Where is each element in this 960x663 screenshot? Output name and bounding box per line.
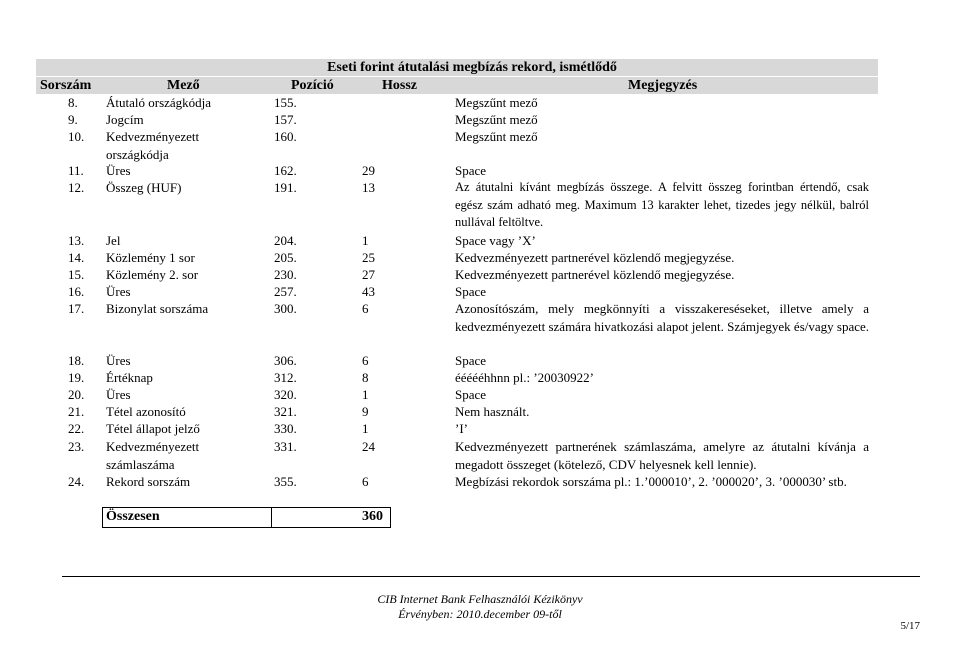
row-position: 306. bbox=[274, 353, 297, 368]
row-number: 20. bbox=[68, 387, 85, 402]
row-position: 331. bbox=[274, 439, 297, 454]
row-field: Összeg (HUF) bbox=[106, 180, 182, 195]
total-row bbox=[36, 507, 878, 527]
row-length: 1 bbox=[362, 387, 369, 402]
row-number: 16. bbox=[68, 284, 85, 299]
table-row bbox=[36, 94, 878, 111]
table-body bbox=[36, 94, 878, 527]
row-number: 22. bbox=[68, 421, 85, 436]
row-note: Megszűnt mező bbox=[455, 129, 538, 144]
table-row bbox=[36, 111, 878, 128]
row-number: 21. bbox=[68, 404, 85, 419]
row-note: Kedvezményezett partnerével közlendő megjegyzése. bbox=[455, 250, 735, 265]
row-note: éééééhhnn pl.: ’20030922’ bbox=[455, 370, 594, 385]
table-row bbox=[36, 283, 878, 300]
table-header bbox=[36, 76, 878, 94]
row-note: Az átutalni kívánt megbízás összege. A felvitt összeg forintban értendő, csak egész szám adható meg. Maximum 13 karakter lehet, tizedes jegy nélkül, balról nullával feltöltve. bbox=[455, 180, 869, 229]
table-row bbox=[36, 266, 878, 283]
footer-divider bbox=[62, 576, 920, 577]
row-note: ’I’ bbox=[455, 421, 468, 436]
table-row bbox=[36, 300, 878, 352]
row-length: 6 bbox=[362, 301, 369, 316]
row-note: Megszűnt mező bbox=[455, 95, 538, 110]
total-label: Összesen bbox=[106, 509, 160, 524]
row-length: 25 bbox=[362, 250, 375, 265]
row-number: 18. bbox=[68, 353, 85, 368]
row-field: Kedvezményezett számlaszáma bbox=[106, 439, 200, 472]
table-row bbox=[36, 249, 878, 266]
header-megjegyzes: Megjegyzés bbox=[628, 78, 698, 93]
row-field: Közlemény 2. sor bbox=[106, 267, 199, 282]
row-field: Tétel azonosító bbox=[106, 404, 186, 419]
table-row bbox=[36, 403, 878, 420]
row-position: 157. bbox=[274, 112, 297, 127]
row-note: Megszűnt mező bbox=[455, 112, 538, 127]
total-value: 360 bbox=[362, 509, 383, 524]
table-row bbox=[36, 420, 878, 438]
row-number: 8. bbox=[68, 95, 78, 110]
row-note: Kedvezményezett partnerének számlaszáma, amelyre az átutalni kívánja a megadott összeget (kötelező, CDV helyesnek kell lennie). bbox=[455, 439, 869, 472]
row-number: 9. bbox=[68, 112, 78, 127]
row-number: 24. bbox=[68, 474, 85, 489]
row-field: Kedvezményezett országkódja bbox=[106, 129, 200, 162]
record-table bbox=[36, 59, 878, 527]
footer-title: CIB Internet Bank Felhasználói Kézikönyv bbox=[377, 592, 583, 606]
table-row bbox=[36, 386, 878, 403]
row-length: 24 bbox=[362, 439, 375, 454]
row-number: 19. bbox=[68, 370, 85, 385]
row-field: Jel bbox=[106, 233, 121, 248]
table-row bbox=[36, 352, 878, 369]
row-field: Rekord sorszám bbox=[106, 474, 191, 489]
row-note: Space bbox=[455, 387, 487, 402]
row-position: 355. bbox=[274, 474, 297, 489]
row-number: 23. bbox=[68, 439, 85, 454]
row-field: Tétel állapot jelző bbox=[106, 421, 200, 436]
row-length: 1 bbox=[362, 233, 369, 248]
page-number: 5/17 bbox=[900, 620, 920, 632]
row-position: 330. bbox=[274, 421, 297, 436]
row-position: 191. bbox=[274, 180, 297, 195]
row-position: 205. bbox=[274, 250, 297, 265]
table-row bbox=[36, 369, 878, 386]
row-note: Space bbox=[455, 284, 487, 299]
table-row bbox=[36, 473, 878, 507]
footer-validity: Érvényben: 2010.december 09-től bbox=[398, 607, 562, 621]
table-row bbox=[36, 232, 878, 249]
row-position: 312. bbox=[274, 370, 297, 385]
row-position: 321. bbox=[274, 404, 297, 419]
row-length: 9 bbox=[362, 404, 369, 419]
row-field: Üres bbox=[106, 284, 131, 299]
row-length: 6 bbox=[362, 353, 369, 368]
row-position: 204. bbox=[274, 233, 297, 248]
row-position: 160. bbox=[274, 129, 297, 144]
row-field: Üres bbox=[106, 163, 131, 178]
row-position: 162. bbox=[274, 163, 297, 178]
row-field: Bizonylat sorszáma bbox=[106, 301, 209, 316]
row-length: 29 bbox=[362, 163, 375, 178]
row-note: Nem használt. bbox=[455, 404, 530, 419]
table-title: Eseti forint átutalási megbízás rekord, ismétlődő bbox=[36, 59, 878, 76]
row-number: 11. bbox=[68, 163, 84, 178]
row-field: Átutaló országkódja bbox=[106, 95, 212, 110]
row-note: Kedvezményezett partnerével közlendő megjegyzése. bbox=[455, 267, 735, 282]
row-number: 17. bbox=[68, 301, 85, 316]
row-note: Space bbox=[455, 353, 487, 368]
row-position: 155. bbox=[274, 95, 297, 110]
header-sorszam: Sorszám bbox=[40, 78, 92, 93]
row-number: 15. bbox=[68, 267, 85, 282]
header-hossz: Hossz bbox=[382, 78, 417, 93]
row-note: Azonosítószám, mely megkönnyíti a visszakereséseket, illetve amely a kedvezményezett számára hivatkozási alapot jelent. Számjegyek és/vagy space. bbox=[455, 301, 870, 334]
row-position: 230. bbox=[274, 267, 297, 282]
row-length: 13 bbox=[362, 180, 375, 195]
row-number: 13. bbox=[68, 233, 85, 248]
row-note: Space bbox=[455, 163, 487, 178]
row-position: 257. bbox=[274, 284, 297, 299]
row-field: Üres bbox=[106, 387, 131, 402]
row-note: Megbízási rekordok sorszáma pl.: 1.’000010’, 2. ’000020’, 3. ’000030’ stb. bbox=[455, 474, 847, 489]
row-number: 10. bbox=[68, 129, 85, 144]
row-position: 320. bbox=[274, 387, 297, 402]
row-note: Space vagy ’X’ bbox=[455, 233, 536, 248]
row-number: 12. bbox=[68, 180, 85, 195]
table-row bbox=[36, 162, 878, 179]
row-length: 1 bbox=[362, 421, 369, 436]
header-pozicio: Pozíció bbox=[291, 78, 334, 93]
row-length: 27 bbox=[362, 267, 375, 282]
row-field: Jogcím bbox=[106, 112, 144, 127]
row-position: 300. bbox=[274, 301, 297, 316]
row-number: 14. bbox=[68, 250, 85, 265]
row-field: Közlemény 1 sor bbox=[106, 250, 195, 265]
table-row bbox=[36, 128, 878, 162]
table-row bbox=[36, 179, 878, 232]
row-length: 8 bbox=[362, 370, 369, 385]
table-row bbox=[36, 438, 878, 473]
row-length: 43 bbox=[362, 284, 375, 299]
row-field: Értéknap bbox=[106, 370, 153, 385]
row-field: Üres bbox=[106, 353, 131, 368]
header-mezo: Mező bbox=[167, 78, 200, 93]
row-length: 6 bbox=[362, 474, 369, 489]
